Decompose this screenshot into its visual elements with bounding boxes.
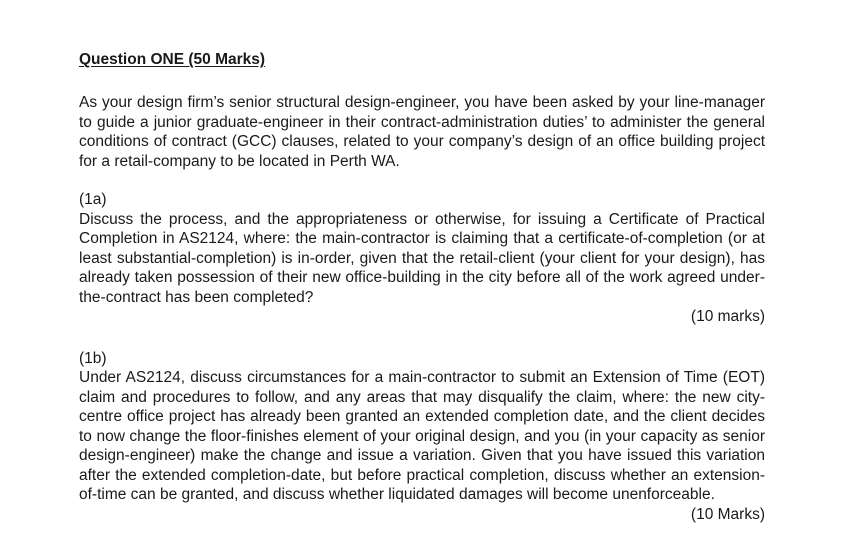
question-title: Question ONE (50 Marks) <box>79 51 266 68</box>
part-1a-text: Discuss the process, and the appropriateness or otherwise, for issuing a Certificate of Practical Completion in AS2124, where: the main-contractor is claiming that a certificate-of-completion (or at least substantial-completion) is in-order, given that the retail-client (your client for your design), has already taken possession of their new office-building in the city before all of the work agreed under-the-contract has been completed? <box>79 210 765 306</box>
spacer <box>79 171 765 190</box>
spacer <box>79 327 765 349</box>
part-1b-text: Under AS2124, discuss circumstances for a main-contractor to submit an Extension of Time (EOT) claim and procedures to follow, and any areas that may disqualify the claim, where: the new city-centre office project has already been granted an extended completion date, and the client decides to now change the floor-finishes element of your original design, and you (in your capacity as senior design-engineer) make the change and issue a variation. Given that you have issued this variation after the extended completion-date, but before practical completion, discuss whether an extension-of-time can be granted, and discuss whether liquidated damages will become unenforceable. <box>79 369 765 503</box>
question-intro: As your design firm’s senior structural design-engineer, you have been asked by your line-manager to guide a junior graduate-engineer in their contract-administration duties’ to administer the general conditions of contract (GCC) clauses, related to your company’s design of an office building project for a retail-company to be located in Perth WA. <box>79 94 765 170</box>
part-1b-label: (1b) <box>79 349 107 367</box>
question-document <box>79 50 765 524</box>
part-1b-marks: (10 Marks) <box>690 505 765 523</box>
part-1a-label: (1a) <box>79 191 107 208</box>
part-1a-marks: (10 marks) <box>690 308 765 325</box>
